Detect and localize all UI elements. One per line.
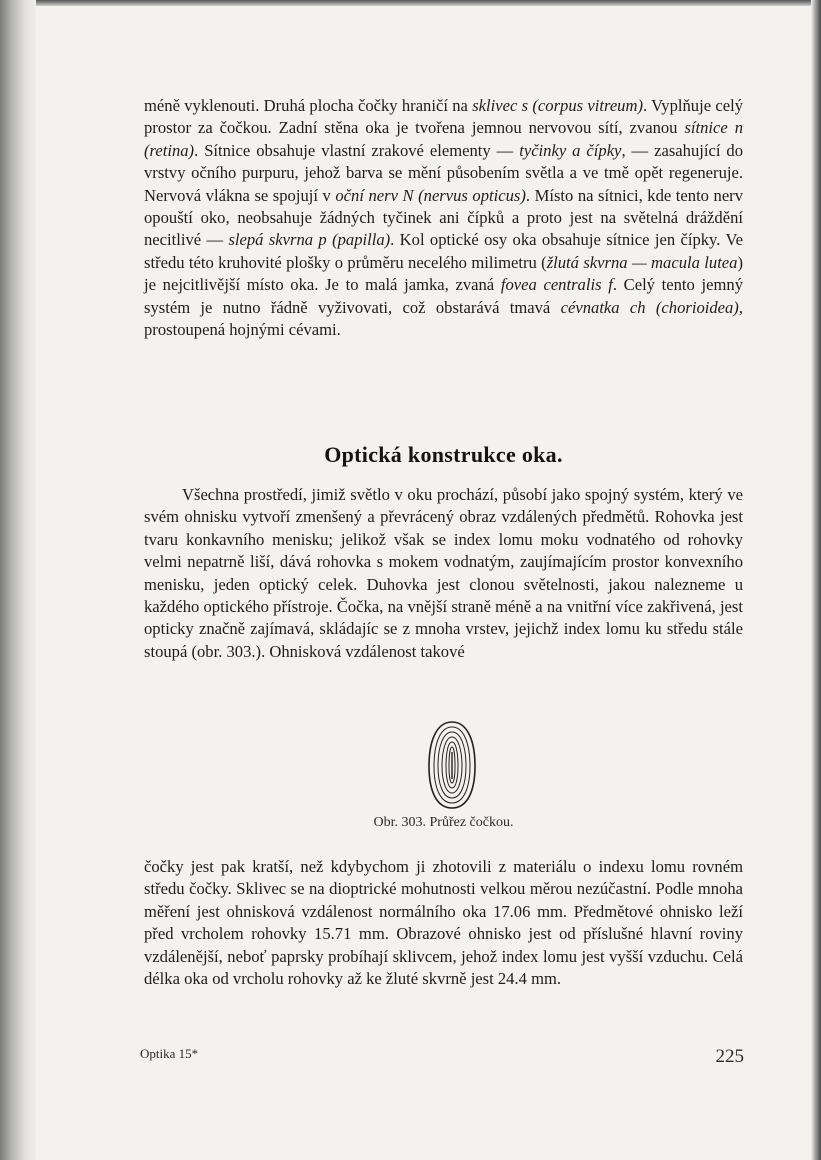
text-run: . Kol optické osy oka obsahuje sítnice jen čípky. Ve středu této kruhovité plošky o průměru necelého milimetru ( (144, 230, 743, 272)
text-run: ) je nejcitlivější místo oka. Je to malá jamka, zvaná (144, 252, 743, 295)
text-run: méně vyklenouti. Druhá plocha čočky hraničí na (144, 96, 473, 115)
italic-term: slepá skvrna p (papilla) (228, 230, 391, 250)
signature-mark: Optika 15* (140, 1046, 199, 1061)
section-heading: Optická konstrukce oka. (324, 442, 563, 467)
italic-term: žlutá skvrna — macula lutea (546, 252, 738, 272)
scan-right-edge (811, 0, 821, 1160)
page-number: 225 (715, 1046, 744, 1067)
text-run: , prostoupená hojnými cévami. (144, 297, 743, 340)
text-run: . Místo na sítnici, kde tento nerv opouští oko, neobsahuje žádných tyčinek ani čípků a proto jest na světelná dráždění necitlivé — (144, 185, 744, 250)
italic-term: oční nerv N (nervus opticus) (335, 185, 526, 205)
book-page (36, 6, 811, 1160)
text-run: , — zasahující do vrstvy očního purpuru, jehož barva se mění působením světla a ve tmě opět regeneruje. Nervová vlákna se spojují v (144, 140, 744, 205)
paragraph-retina (144, 95, 743, 341)
italic-term: sítnice n (retina) (144, 118, 743, 160)
italic-term: fovea centralis f (500, 275, 613, 295)
italic-term: cévnatka ch (chorioidea) (560, 297, 739, 317)
paragraph-optical-system: Všechna prostředí, jimiž světlo v oku prochází, působí jako spojný systém, který ve svém ohnisku vytvoří zmenšený a převrácený obraz vzdálených předmětů. Rohovka jest tvaru konkavního menisku; jelikož však se index lomu moku vodnatého od rohovky velmi nepatrně liší, dává rohovka s mokem vodnatým, zaujímajícím prostor konvexního menisku, jeden optický celek. Duhovka jest clonou světelnosti, jakou nalezneme u každého optického přístroje. Čočka, na vnější straně méně a na vnitřní více zakřivená, jest opticky značně zajímavá, skládajíc se z mnoha vrstev, jejichž index lomu ku středu stále stoupá (obr. 303.). Ohnisková vzdálenost takové (144, 485, 743, 661)
text-run: . Celý tento jemný systém je nutno řádně vyživovati, což obstarává tmavá (144, 275, 743, 317)
italic-term: sklivec s (corpus vitreum) (472, 96, 643, 115)
figure-caption: Obr. 303. Průřez čočkou. (373, 815, 514, 830)
book-gutter-shadow (0, 0, 36, 1160)
text-run: . Sítnice obsahuje vlastní zrakové elementy — (194, 140, 520, 160)
lens-cross-section-figure (427, 720, 477, 810)
italic-term: tyčinky a čípky (519, 140, 622, 160)
text-run: . Vyplňuje celý prostor za čočkou. Zadní stěna oka je tvořena jemnou nervovou sítí, zvanou (144, 96, 743, 138)
paragraph-focal-length: čočky jest pak kratší, než kdybychom ji zhotovili z materiálu o indexu lomu rovném středu čočky. Sklivec se na dioptrické mohutnosti velkou měrou nezúčastní. Podle mnoha měření jest ohnisková vzdálenost normálního oka 17.06 mm. Předmětové ohnisko leží před vrcholem rohovky 15.71 mm. Obrazové ohnisko jest od příslušné hlavní roviny vzdálenější, neboť paprsky probíhají sklivcem, jehož index lomu jest vyšší vzduchu. Celá délka oka od vrcholu rohovky až ke žluté skvrně jest 24.4 mm. (144, 857, 743, 989)
